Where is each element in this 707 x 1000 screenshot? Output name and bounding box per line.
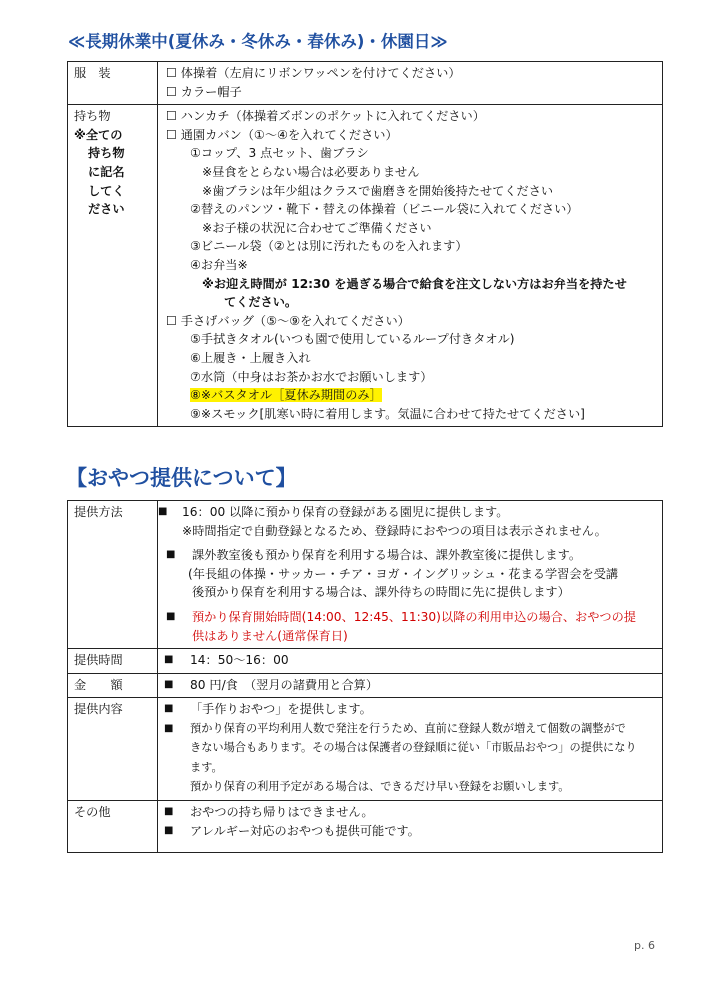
bullet-item xyxy=(158,503,654,540)
bullet-text: 80 円/食 （翌月の諸費用と合算） xyxy=(190,677,379,692)
label-line: してく xyxy=(88,183,125,198)
warning-text: 預かり保育開始時間(14:00、12:45、11:30)以降の利用申込の場合、おやつの提 xyxy=(192,609,636,624)
bullet-square-icon: ■ xyxy=(164,805,174,817)
label-text: 提供方法 xyxy=(74,505,123,519)
bullet-item xyxy=(158,546,654,602)
row-content-content xyxy=(158,698,663,801)
list-note-bold: ※お迎え時間が 12:30 を過ぎる場合で給食を注文しない方はお弁当を持たせ xyxy=(202,276,627,291)
list-item: ⑨※スモック[肌寒い時に着用します。気温に合わせて持たせてください] xyxy=(190,406,585,421)
bullet-text: ます。 xyxy=(190,760,223,774)
table-row-time xyxy=(68,649,663,674)
list-item: ☐ 手さげバッグ（⑤～⑨を入れてください） xyxy=(166,313,410,328)
row-label-price xyxy=(68,673,158,698)
bullet-square-icon: ■ xyxy=(166,549,176,561)
row-content-other xyxy=(158,800,663,852)
bullet-text: 課外教室後も預かり保育を利用する場合は、課外教室後に提供します。 xyxy=(192,548,582,563)
row-label-method xyxy=(68,501,158,649)
list-note: ※歯ブラシは年少組はクラスで歯磨きを開始後持たせてください xyxy=(202,183,554,198)
belongings-table xyxy=(67,61,663,427)
list-item-highlighted xyxy=(166,386,662,405)
bullet-item xyxy=(164,651,654,670)
list-item: ③ビニール袋（②とは別に汚れたものを入れます） xyxy=(190,239,468,254)
label-text: その他 xyxy=(74,804,111,819)
bullet-text: 預かり保育の平均利用人数で発注を行うため、直前に登録人数が増えて個数の調整がで xyxy=(190,721,626,735)
table-row-belongings xyxy=(68,105,663,427)
table-row-method xyxy=(68,501,663,649)
list-item: ☐ カラー帽子 xyxy=(166,84,242,99)
bullet-text: 16：00 以降に預かり保育の登録がある園児に提供します。 xyxy=(182,505,509,519)
bullet-text: おやつの持ち帰りはできません。 xyxy=(190,804,374,819)
label-text: 金 額 xyxy=(74,677,123,692)
table-row-content xyxy=(68,698,663,801)
list-item: ①コップ、3 点セット、歯ブラシ xyxy=(190,146,369,161)
label-line: に記名 xyxy=(88,164,125,179)
section-title-long-holiday: ≪長期休業中(夏休み・冬休み・春休み)・休園日≫ xyxy=(68,32,448,51)
list-note: ※昼食をとらない場合は必要ありません xyxy=(202,164,420,179)
list-item: ⑥上履き・上履き入れ xyxy=(190,350,311,365)
label-line: 持ち物 xyxy=(88,146,125,161)
highlight-text: ⑧※バスタオル［夏休み期間のみ］ xyxy=(190,388,382,403)
label-line: ※全ての xyxy=(74,127,123,142)
bullet-item xyxy=(164,676,654,695)
bullet-square-icon: ■ xyxy=(164,654,174,666)
table-row-price xyxy=(68,673,663,698)
list-item: ☐ ハンカチ（体操着ズボンのポケットに入れてください） xyxy=(166,109,485,124)
row-content-method xyxy=(158,501,663,649)
list-item: ④お弁当※ xyxy=(190,257,248,272)
list-item: ☐ 体操着（左肩にリボンワッペンを付けてください） xyxy=(166,66,461,80)
bullet-square-icon: ■ xyxy=(164,703,174,715)
table-row-clothing xyxy=(68,62,663,105)
row-content-belongings xyxy=(158,105,663,427)
row-label-other xyxy=(68,800,158,852)
bullet-item xyxy=(164,700,654,719)
list-item: ②替えのパンツ・靴下・替えの体操着（ビニール袋に入れてください） xyxy=(190,202,579,217)
row-content-clothing xyxy=(158,62,663,105)
warning-text: 供はありません(通常保育日) xyxy=(192,628,348,643)
label-line: 服 装 xyxy=(74,66,111,80)
bullet-square-icon: ■ xyxy=(158,506,168,517)
bullet-text: 預かり保育の利用予定がある場合は、できるだけ早い登録をお願いします。 xyxy=(190,780,570,794)
row-content-price xyxy=(158,673,663,698)
bullet-text: アレルギー対応のおやつも提供可能です。 xyxy=(190,823,420,838)
bullet-item xyxy=(164,803,654,822)
bullet-text: ※時間指定で自動登録となるため、登録時におやつの項目は表示されません。 xyxy=(182,523,607,538)
list-item: ⑤手拭きタオル(いつも園で使用しているループ付きタオル) xyxy=(190,332,515,347)
table-row-other xyxy=(68,800,663,852)
bullet-text: (年長組の体操・サッカー・チア・ヨガ・イングリッシュ・花まる学習会を受講 xyxy=(188,566,619,581)
list-note-bold: てください。 xyxy=(224,295,298,310)
bullet-item-warning xyxy=(158,608,654,645)
page-number: p. 6 xyxy=(634,939,655,952)
bullet-text: きない場合もあります。その場合は保護者の登録順に従い「市販品おやつ」の提供になり xyxy=(190,741,637,755)
bullet-square-icon: ■ xyxy=(166,610,176,622)
bullet-text: 後預かり保育を利用する場合は、課外待ちの時間に先に提供します） xyxy=(192,585,570,600)
label-line: 持ち物 xyxy=(74,109,111,124)
label-text: 提供時間 xyxy=(74,653,123,668)
label-text: 提供内容 xyxy=(74,702,123,717)
bullet-square-icon: ■ xyxy=(164,722,174,734)
list-note: ※お子様の状況に合わせてご準備ください xyxy=(202,220,432,235)
bullet-square-icon: ■ xyxy=(164,678,174,690)
section-title-snack: 【おやつ提供について】 xyxy=(66,466,297,490)
row-content-time xyxy=(158,649,663,674)
bullet-item xyxy=(164,822,654,841)
list-item: ☐ 通園カバン（①～④を入れてください） xyxy=(166,127,398,142)
row-label-time xyxy=(68,649,158,674)
label-line: ださい xyxy=(88,202,125,217)
bullet-text: 「手作りおやつ」を提供します。 xyxy=(190,702,372,717)
snack-table xyxy=(67,500,663,853)
bullet-text: 14：50～16：00 xyxy=(190,653,289,668)
bullet-square-icon: ■ xyxy=(164,824,174,836)
bullet-item xyxy=(164,719,654,797)
list-item: ⑦水筒（中身はお茶かお水でお願いします） xyxy=(190,369,433,384)
row-label-belongings xyxy=(68,105,158,427)
row-label-content xyxy=(68,698,158,801)
row-label-clothing xyxy=(68,62,158,105)
